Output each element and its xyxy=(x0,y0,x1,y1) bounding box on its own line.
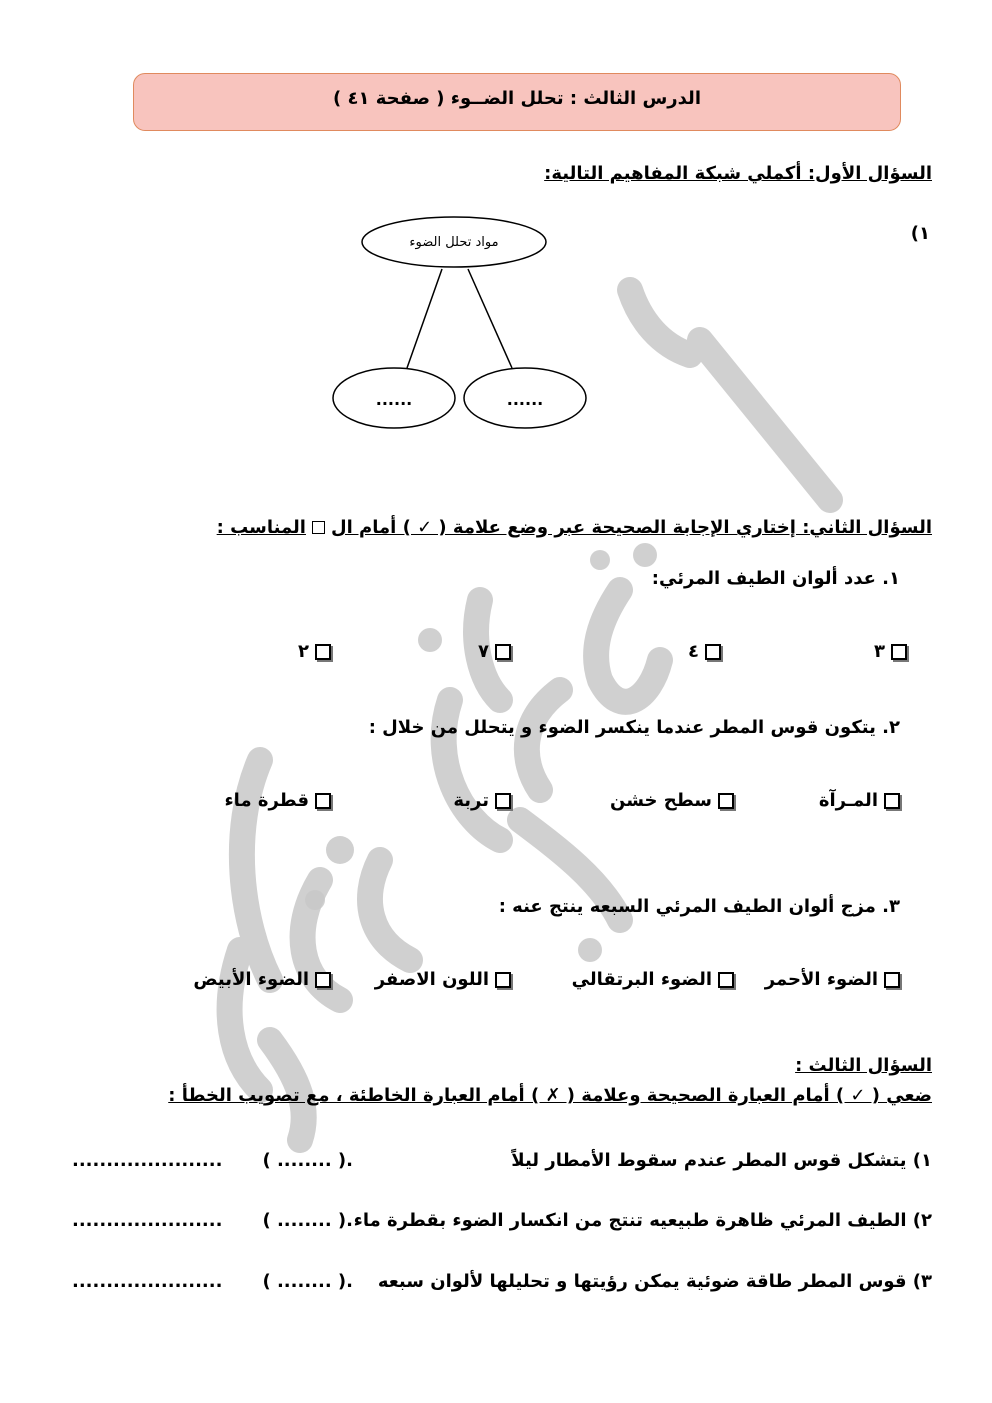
q3-title: السؤال الثالث : xyxy=(795,1055,932,1076)
checkbox[interactable] xyxy=(718,793,734,809)
concept-left-blank: ...... xyxy=(375,390,413,409)
q3-statement-2: ٢) الطيف المرئي ظاهرة طبيعيه تنتج من انكسار الضوء بقطرة ماء xyxy=(353,1210,932,1231)
checkbox[interactable] xyxy=(495,972,511,988)
q3-correction-line-1[interactable]: ...................... xyxy=(72,1150,223,1171)
q2-title xyxy=(217,517,932,538)
checkbox-symbol xyxy=(312,521,325,534)
checkbox[interactable] xyxy=(718,972,734,988)
checkbox[interactable] xyxy=(495,793,511,809)
checkbox[interactable] xyxy=(891,644,907,660)
q2-title-part2: المناسب : xyxy=(216,517,306,538)
q3-statement-1: ١) يتشكل قوس المطر عندم سقوط الأمطار ليلاً xyxy=(511,1150,932,1171)
q2-3-option-3[interactable]: اللون الاصفر xyxy=(375,969,511,990)
concept-map xyxy=(330,215,590,435)
q2-2-option-2[interactable]: سطح خشن xyxy=(610,790,734,811)
q2-question-1: ١. عدد ألوان الطيف المرئي: xyxy=(651,568,900,589)
q3-statement-3: ٣) قوس المطر طاقة ضوئية يمكن رؤيتها و تحليلها لألوان سبعه xyxy=(377,1271,932,1292)
q2-1-option-2[interactable]: ٤ xyxy=(688,641,721,662)
checkbox[interactable] xyxy=(495,644,511,660)
concept-root-label: مواد تحلل الضوء xyxy=(409,235,499,250)
q2-3-option-1[interactable]: الضوء الأحمر xyxy=(765,969,900,990)
q3-instruction: ضعي ( ✓ ) أمام العبارة الصحيحة وعلامة ( ✗ ) أمام العبارة الخاطئة ، مع تصويب الخطأ : xyxy=(168,1085,932,1106)
checkbox[interactable] xyxy=(705,644,721,660)
q1-title: السؤال الأول: أكملي شبكة المفاهيم التالية: xyxy=(544,163,932,184)
q2-title-part1: السؤال الثاني: إختاري الإجابة الصحيحة عبر وضع علامة ( ✓ ) أمام ال xyxy=(330,517,932,538)
q3-answer-paren-3[interactable]: ( ........ ). xyxy=(262,1271,353,1292)
q2-2-option-4[interactable]: قطرة ماء xyxy=(224,790,331,811)
q3-answer-paren-1[interactable]: ( ........ ). xyxy=(262,1150,353,1171)
q2-question-3: ٣. مزج ألوان الطيف المرئي السبعه ينتج عنه : xyxy=(498,896,900,917)
checkbox[interactable] xyxy=(315,972,331,988)
q3-answer-paren-2[interactable]: ( ........ ). xyxy=(262,1210,353,1231)
concept-right-blank: ...... xyxy=(506,390,544,409)
page-title: الدرس الثالث : تحلل الضــوء ( صفحة ٤١ ) xyxy=(333,88,701,109)
q2-2-option-3[interactable]: تربة xyxy=(453,790,511,811)
connector-right xyxy=(468,269,512,368)
q3-correction-line-2[interactable]: ...................... xyxy=(72,1210,223,1231)
checkbox[interactable] xyxy=(315,793,331,809)
q2-1-option-4[interactable]: ٢ xyxy=(298,641,331,662)
q2-2-option-1[interactable]: المـرآة xyxy=(819,790,900,811)
q2-1-option-3[interactable]: ٧ xyxy=(478,641,511,662)
checkbox[interactable] xyxy=(884,793,900,809)
q2-3-option-4[interactable]: الضوء الأبيض xyxy=(193,969,331,990)
connector-left xyxy=(407,269,442,368)
q2-3-option-2[interactable]: الضوء البرتقالي xyxy=(572,969,734,990)
q2-1-option-1[interactable]: ٣ xyxy=(874,641,907,662)
q3-correction-line-3[interactable]: ...................... xyxy=(72,1271,223,1292)
checkbox[interactable] xyxy=(315,644,331,660)
checkbox[interactable] xyxy=(884,972,900,988)
q1-item-number: ١) xyxy=(910,223,930,244)
q2-question-2: ٢. يتكون قوس المطر عندما ينكسر الضوء و يتحلل من خلال : xyxy=(368,717,900,738)
